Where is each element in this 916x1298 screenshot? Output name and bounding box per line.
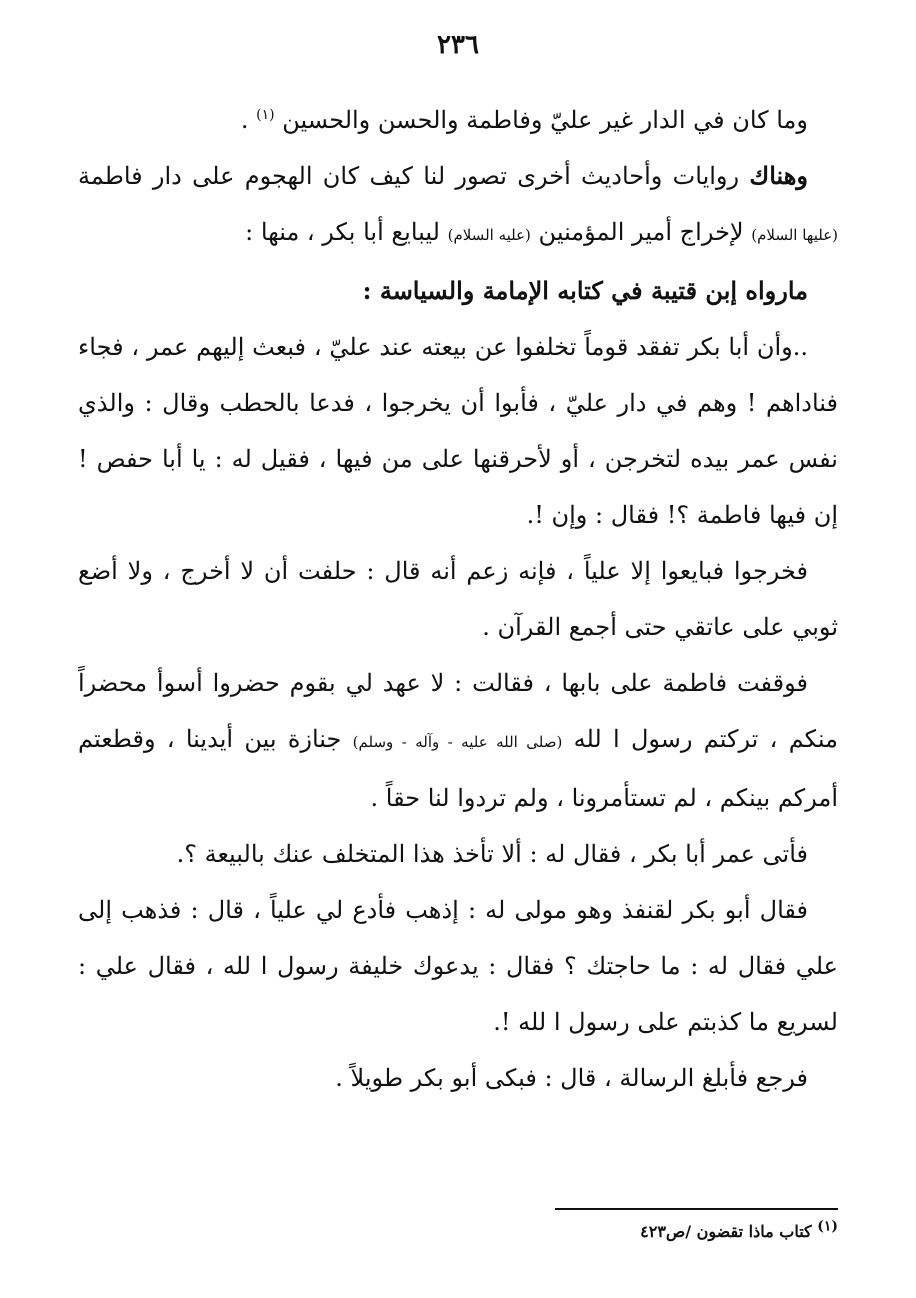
paragraph-1-text: وما كان في الدار غير عليّ وفاطمة والحسن والحسين <box>282 106 808 134</box>
paragraph-2-text-2: لإخراج أمير المؤمنين <box>530 218 752 246</box>
footnote-text: كتاب ماذا تقضون /ص٤٢٣ <box>640 1222 818 1241</box>
footnote <box>338 1218 838 1241</box>
paragraph-2-text-3: ليبايع أبا بكر ، منها : <box>245 218 448 246</box>
paragraph-1 <box>78 92 838 148</box>
paragraph-8: فرجع فأبلغ الرسالة ، قال : فبكى أبو بكر طويلاً . <box>335 1064 808 1092</box>
paragraph-3: ..وأن أبا بكر تفقد قوماً تخلفوا عن بيعته عند عليّ ، فبعث إليهم عمر ، فجاء فناداهم ! وهم في دار عليّ ، فأبوا أن يخرجوا ، فدعا بالحطب وقال : والذي نفس عمر بيده لتخرجن ، أو لأحرقنها على من فيها ، فقيل له : يا أبا حفص ! إن فيها فاطمة ؟! فقال : وإن !. <box>78 333 838 529</box>
paragraph-2-lead: وهناك <box>749 161 808 190</box>
paragraph-5-text-2: جنازة بين أيدينا ، وقطعتم أمركم بينكم ، لم تستأمرونا ، ولم تردوا لنا حقاً . <box>78 725 838 812</box>
paragraph-5 <box>78 655 838 826</box>
paragraph-2-text-1: روايات وأحاديث أخرى تصور لنا كيف كان الهجوم على دار فاطمة <box>78 162 750 190</box>
section-heading: مارواه إبن قتيبة في كتابه الإمامة والسياسة : <box>362 276 808 305</box>
paragraph-5-text-1: فوقفت فاطمة على بابها ، فقالت : لا عهد لي بقوم حضروا أسوأ محضراً منكم ، تركتم رسول ا لله <box>78 669 839 753</box>
paragraph-7: فقال أبو بكر لقنفذ وهو مولى له : إذهب فأدع لي علياً ، قال : فذهب إلى علي فقال له : ما حاجتك ؟ فقال : يدعوك خليفة رسول ا لله ، فقال علي : لسريع ما كذبتم على رسول ا لله !. <box>78 896 838 1036</box>
paragraph-6: فأتى عمر أبا بكر ، فقال له : ألا تأخذ هذا المتخلف عنك بالبيعة ؟. <box>176 840 808 868</box>
page-number: ٢٣٦ <box>437 30 479 60</box>
footnote-divider <box>555 1208 838 1210</box>
paragraph-1-tail: . <box>240 106 257 134</box>
footnote-marker: (١) <box>817 1218 838 1235</box>
paragraph-2 <box>78 148 838 263</box>
honorific-3: (صلى الله عليه - وآله - وسلم) <box>352 733 563 751</box>
footnote-reference: (١) <box>256 107 275 123</box>
honorific-2: (عليه السلام) <box>447 226 531 244</box>
main-text <box>78 92 838 1106</box>
paragraph-4: فخرجوا فبايعوا إلا علياً ، فإنه زعم أنه قال : حلفت أن لا أخرج ، ولا أضع ثوبي على عاتقي حتى أجمع القرآن . <box>78 557 838 641</box>
honorific-1: (عليها السلام) <box>751 226 838 244</box>
